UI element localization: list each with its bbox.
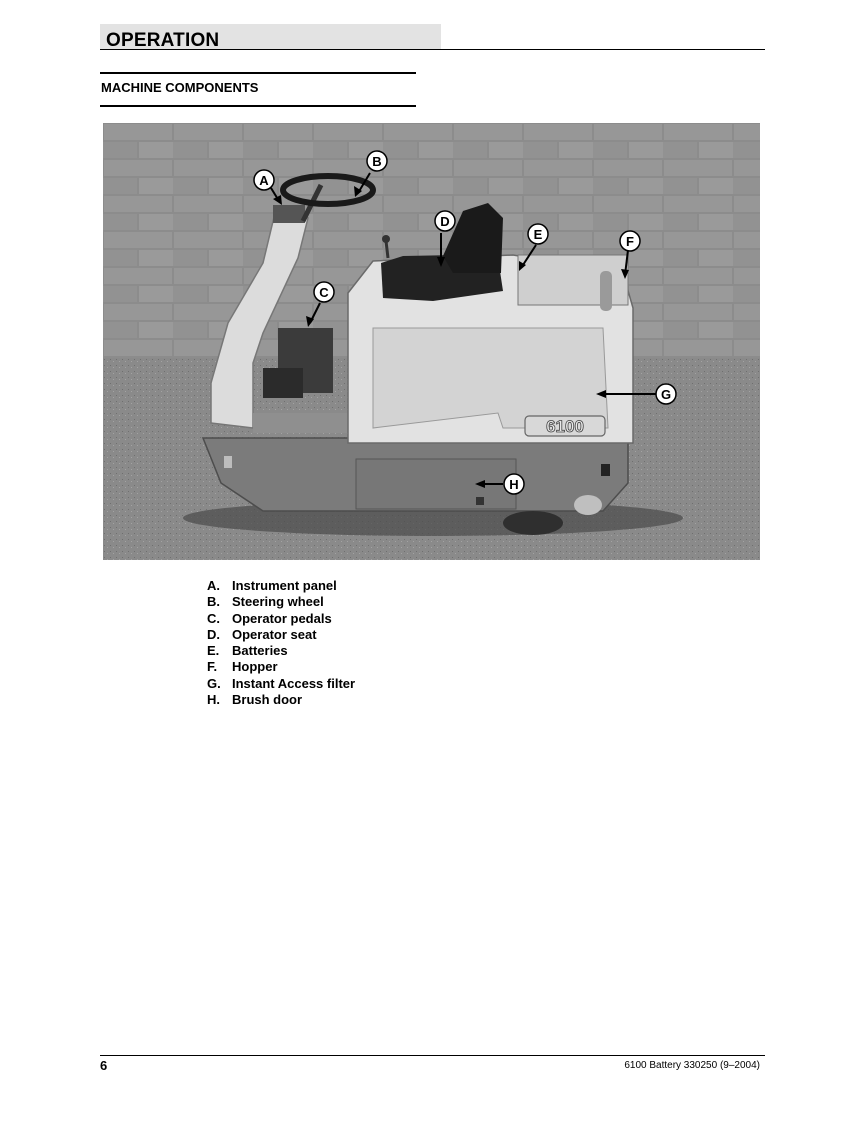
legend-label: Operator pedals xyxy=(232,610,332,626)
machine-photo xyxy=(103,123,760,560)
legend-item xyxy=(207,594,355,610)
model-badge: 6100 xyxy=(546,417,584,436)
legend-item xyxy=(207,578,355,594)
legend-item xyxy=(207,643,355,659)
legend-letter: D. xyxy=(207,626,220,642)
callout-a xyxy=(254,170,274,190)
legend-item xyxy=(207,659,355,675)
legend-label: Batteries xyxy=(232,643,288,659)
svg-text:C: C xyxy=(319,285,329,300)
legend-label: Brush door xyxy=(232,692,303,708)
subheading-rule-bottom xyxy=(100,105,416,107)
svg-text:G: G xyxy=(660,387,672,402)
subheading: MACHINE COMPONENTS xyxy=(101,80,259,95)
svg-text:B: B xyxy=(372,154,382,169)
legend-item xyxy=(207,676,355,692)
callout-e xyxy=(528,224,548,244)
legend-item xyxy=(207,692,355,708)
legend-label: Hopper xyxy=(232,659,278,675)
svg-text:E: E xyxy=(533,227,543,242)
legend-letter: H. xyxy=(207,692,220,708)
subheading-rule-top xyxy=(100,72,416,74)
svg-text:D: D xyxy=(440,214,450,229)
section-rule xyxy=(100,49,765,50)
svg-text:H: H xyxy=(509,477,519,492)
callout-b xyxy=(367,151,387,171)
legend-label: Instrument panel xyxy=(232,578,337,593)
callout-d xyxy=(435,211,455,231)
legend-item xyxy=(207,627,355,643)
page-number: 6 xyxy=(100,1058,108,1073)
document-id: 6100 Battery 330250 (9–2004) xyxy=(624,1060,760,1071)
callout-g xyxy=(656,384,676,404)
callout-h xyxy=(504,474,524,494)
legend-label: Operator seat xyxy=(232,626,317,642)
callout-f xyxy=(620,231,640,251)
section-title: OPERATION xyxy=(106,30,220,51)
legend-label: Instant Access filter xyxy=(232,675,356,691)
legend-letter: B. xyxy=(207,594,220,610)
legend-letter: C. xyxy=(207,610,220,626)
legend-letter: G. xyxy=(207,675,221,691)
callout-c xyxy=(314,282,334,302)
legend-label: Steering wheel xyxy=(232,594,324,610)
svg-text:A: A xyxy=(259,173,269,188)
legend-letter: F. xyxy=(207,659,218,675)
footer-rule xyxy=(100,1055,765,1056)
legend-item xyxy=(207,611,355,627)
svg-text:F: F xyxy=(626,234,634,249)
legend-letter: A. xyxy=(207,578,220,593)
component-legend xyxy=(207,578,355,708)
legend-letter: E. xyxy=(207,643,220,659)
